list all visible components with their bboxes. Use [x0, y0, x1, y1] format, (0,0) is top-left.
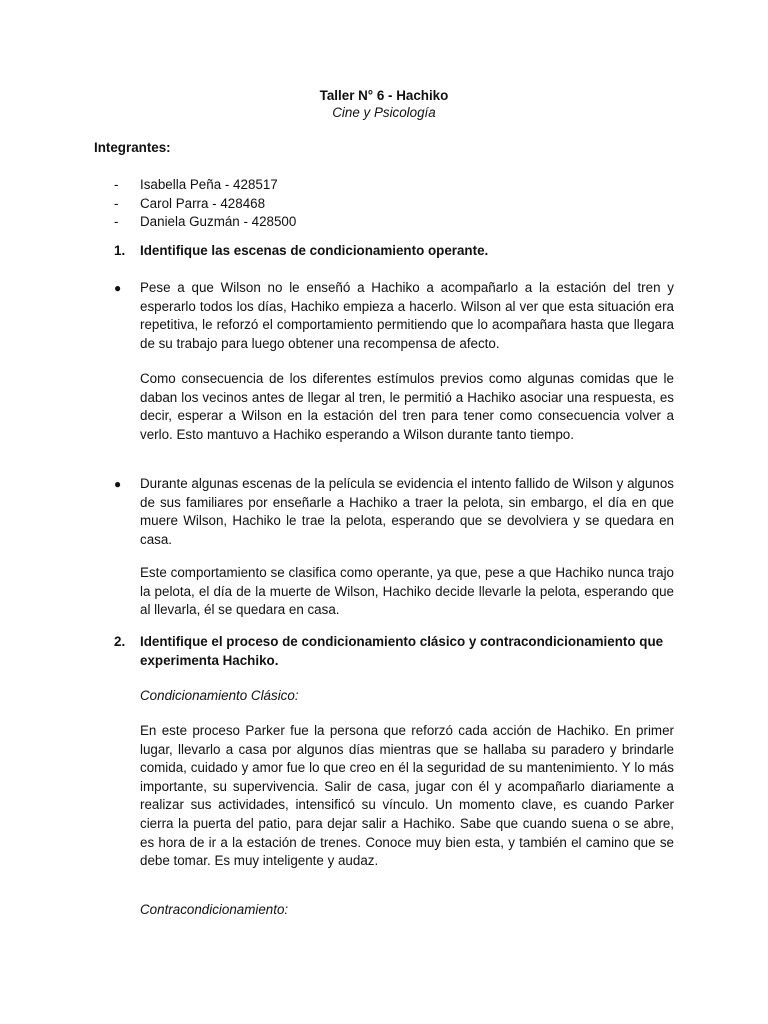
- bullet-marker: ●: [114, 477, 122, 491]
- section1-bullet1-followup: [94, 370, 674, 444]
- bullet-marker: ●: [114, 281, 122, 295]
- paragraph-text: Durante algunas escenas de la película se evidencia el intento fallido de Wilson y algunos de sus familiares por enseñarle a Hachiko a traer la pelota, sin embargo, el día en que muere Wilson, Hachiko le trae la pelota, esperando que se devolviera y se quedara en casa.: [140, 476, 674, 547]
- list-item: [94, 213, 694, 232]
- list-item: [94, 195, 694, 214]
- members-list: [94, 176, 694, 232]
- section-heading-text: Identifique las escenas de condicionamiento operante.: [140, 243, 489, 258]
- clasico-paragraph: [94, 722, 674, 871]
- clasico-subheading: [94, 687, 674, 706]
- document-subtitle: Cine y Psicología: [332, 105, 436, 120]
- section-heading-text: Identifique el proceso de condicionamiento clásico y contracondicionamiento que experimenta Hachiko.: [140, 634, 664, 668]
- subheading-text: Contracondicionamiento:: [140, 902, 289, 917]
- paragraph-text: Este comportamiento se clasifica como operante, ya que, pese a que Hachiko nunca trajo la pelota, el día de la muerte de Wilson, Hachiko decide llevarle la pelota, esperando que al llevarla, él se quedara en casa.: [140, 565, 674, 618]
- dash-marker: -: [114, 195, 119, 211]
- section1-bullet1: [94, 279, 674, 353]
- section1-bullet2-followup: [94, 564, 674, 620]
- contra-subheading: [94, 901, 674, 920]
- section1-heading: [94, 242, 674, 261]
- dash-marker: -: [114, 214, 119, 230]
- member-name: Daniela Guzmán - 428500: [140, 214, 297, 230]
- dash-marker: -: [114, 177, 119, 192]
- section-number: 1.: [114, 243, 126, 258]
- section-number: 2.: [114, 634, 126, 649]
- section2-heading: [94, 633, 674, 670]
- paragraph-text: Pese a que Wilson no le enseñó a Hachiko a acompañarlo a la estación del tren y esperarlo todos los días, Hachiko empieza a hacerlo. Wilson al ver que esta situación era repetitiva, le reforzó el comportamiento permitiendo que lo acompañara hasta que llegara de su trabajo para luego obtener una recompensa de afecto.: [140, 280, 674, 351]
- member-name: Carol Parra - 428468: [140, 195, 266, 211]
- subheading-text: Condicionamiento Clásico:: [140, 688, 299, 703]
- paragraph-text: Como consecuencia de los diferentes estímulos previos como algunas comidas que le daban los vecinos antes de llegar al tren, le permitió a Hachiko asociar una respuesta, es decir, esperar a Wilson en la estación del tren para tener como consecuencia volver a verlo. Esto mantuvo a Hachiko esperando a Wilson durante tanto tiempo.: [140, 371, 674, 442]
- document-title: Taller N° 6 - Hachiko: [319, 88, 449, 103]
- section1-bullet2: [94, 475, 674, 549]
- paragraph-text: En este proceso Parker fue la persona que reforzó cada acción de Hachiko. En primer lugar, llevarlo a casa por algunos días mientras que se hallaba su paradero y brindarle comida, cuidado y amor fue lo que creo en él la seguridad de su mantenimiento. Y lo más importante, su supervivencia. Salir de casa, jugar con él y acompañarlo diariamente a realizar sus actividades, intensificó su vínculo. Un momento clave, es cuando Parker cierra la puerta del patio, para dejar salir a Hachiko. Sabe que cuando suena o se abre, es hora de ir a la estación de trenes. Conoce muy bien esta, y también el camino que se debe tomar. Es muy inteligente y audaz.: [140, 723, 674, 869]
- integrantes-label: Integrantes:: [94, 140, 171, 155]
- list-item: [94, 176, 694, 195]
- member-name: Isabella Peña - 428517: [140, 177, 278, 192]
